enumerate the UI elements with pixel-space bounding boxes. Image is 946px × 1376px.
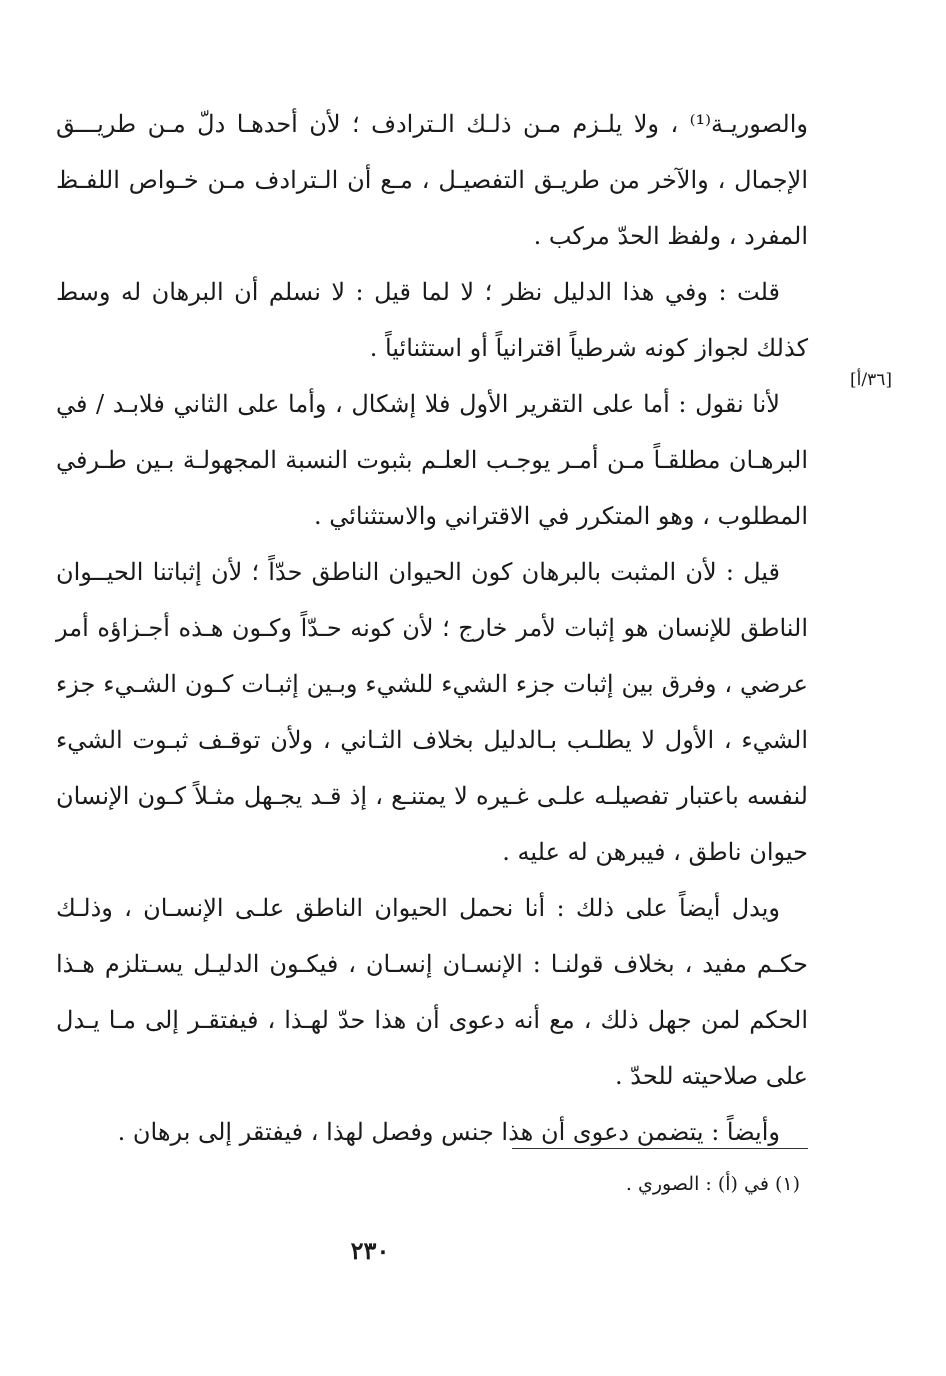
paragraph-6: وأيضاً : يتضمن دعوى أن هذا جنس وفصل لهذا ، فيفتقر إلى برهان . xyxy=(117,1118,780,1146)
footnote: (١) في (أ) : الصوري . xyxy=(625,1173,800,1195)
main-text xyxy=(56,96,808,1160)
footnote-separator xyxy=(512,1148,808,1149)
paragraph-1: والصوريـة⁽¹⁾ ، ولا يلـزم مـن ذلـك الـترادف ؛ لأن أحدهـا دلّ مـن طريـــق الإجمال ، والآخر من طريـق التفصيـل ، مـع أن الـترادف مـن خـواص اللفـظ المفرد ، ولفظ الحدّ مركب . xyxy=(56,110,808,250)
page-number: ٢٣٠ xyxy=(350,1236,390,1265)
manuscript-folio-marker: [٣٦/أ] xyxy=(850,370,892,390)
paragraph-5: ويدل أيضاً على ذلك : أنا نحمل الحيوان الناطق علـى الإنسـان ، وذلـك حكـم مفيد ، بخلاف قولنـا : الإنسـان إنسـان ، فيكـون الدليـل يسـتلزم هـذا الحكم لمن جهل ذلك ، مع أنه دعوى أن هذا حدّ لهـذا ، فيفتقـر إلى مـا يـدل على صلاحيته للحدّ . xyxy=(56,894,808,1090)
paragraph-3: لأنا نقول : أما على التقرير الأول فلا إشكال ، وأما على الثاني فلابـد / في البرهـان مطلقـاً مـن أمـر يوجـب العلـم بثبوت النسبة المجهولـة بـين طـرفي المطلوب ، وهو المتكرر في الاقتراني والاستثنائي . xyxy=(56,390,808,530)
paragraph-2: قلت : وفي هذا الدليل نظر ؛ لا لما قيل : لا نسلم أن البرهان له وسط كذلك لجواز كونه شرطياً اقترانياً أو استثنائياً . xyxy=(56,278,808,362)
paragraph-4: قيل : لأن المثبت بالبرهان كون الحيوان الناطق حدّاً ؛ لأن إثباتنا الحيــوان الناطق للإنسان هو إثبات لأمر خارج ؛ لأن كونه حـدّاً وكـون هـذه أجـزاؤه أمر عرضي ، وفرق بين إثبات جزء الشيء للشيء وبـين إثبـات كـون الشـيء جزء الشيء ، الأول لا يطلـب بـالدليل بخلاف الثـاني ، ولأن توقـف ثبـوت الشيء لنفسه باعتبار تفصيلـه علـى غـيره لا يمتنـع ، إذ قـد يجـهل مثـلاً كـون الإنسان حيوان ناطق ، فيبرهن له عليه . xyxy=(56,558,808,866)
